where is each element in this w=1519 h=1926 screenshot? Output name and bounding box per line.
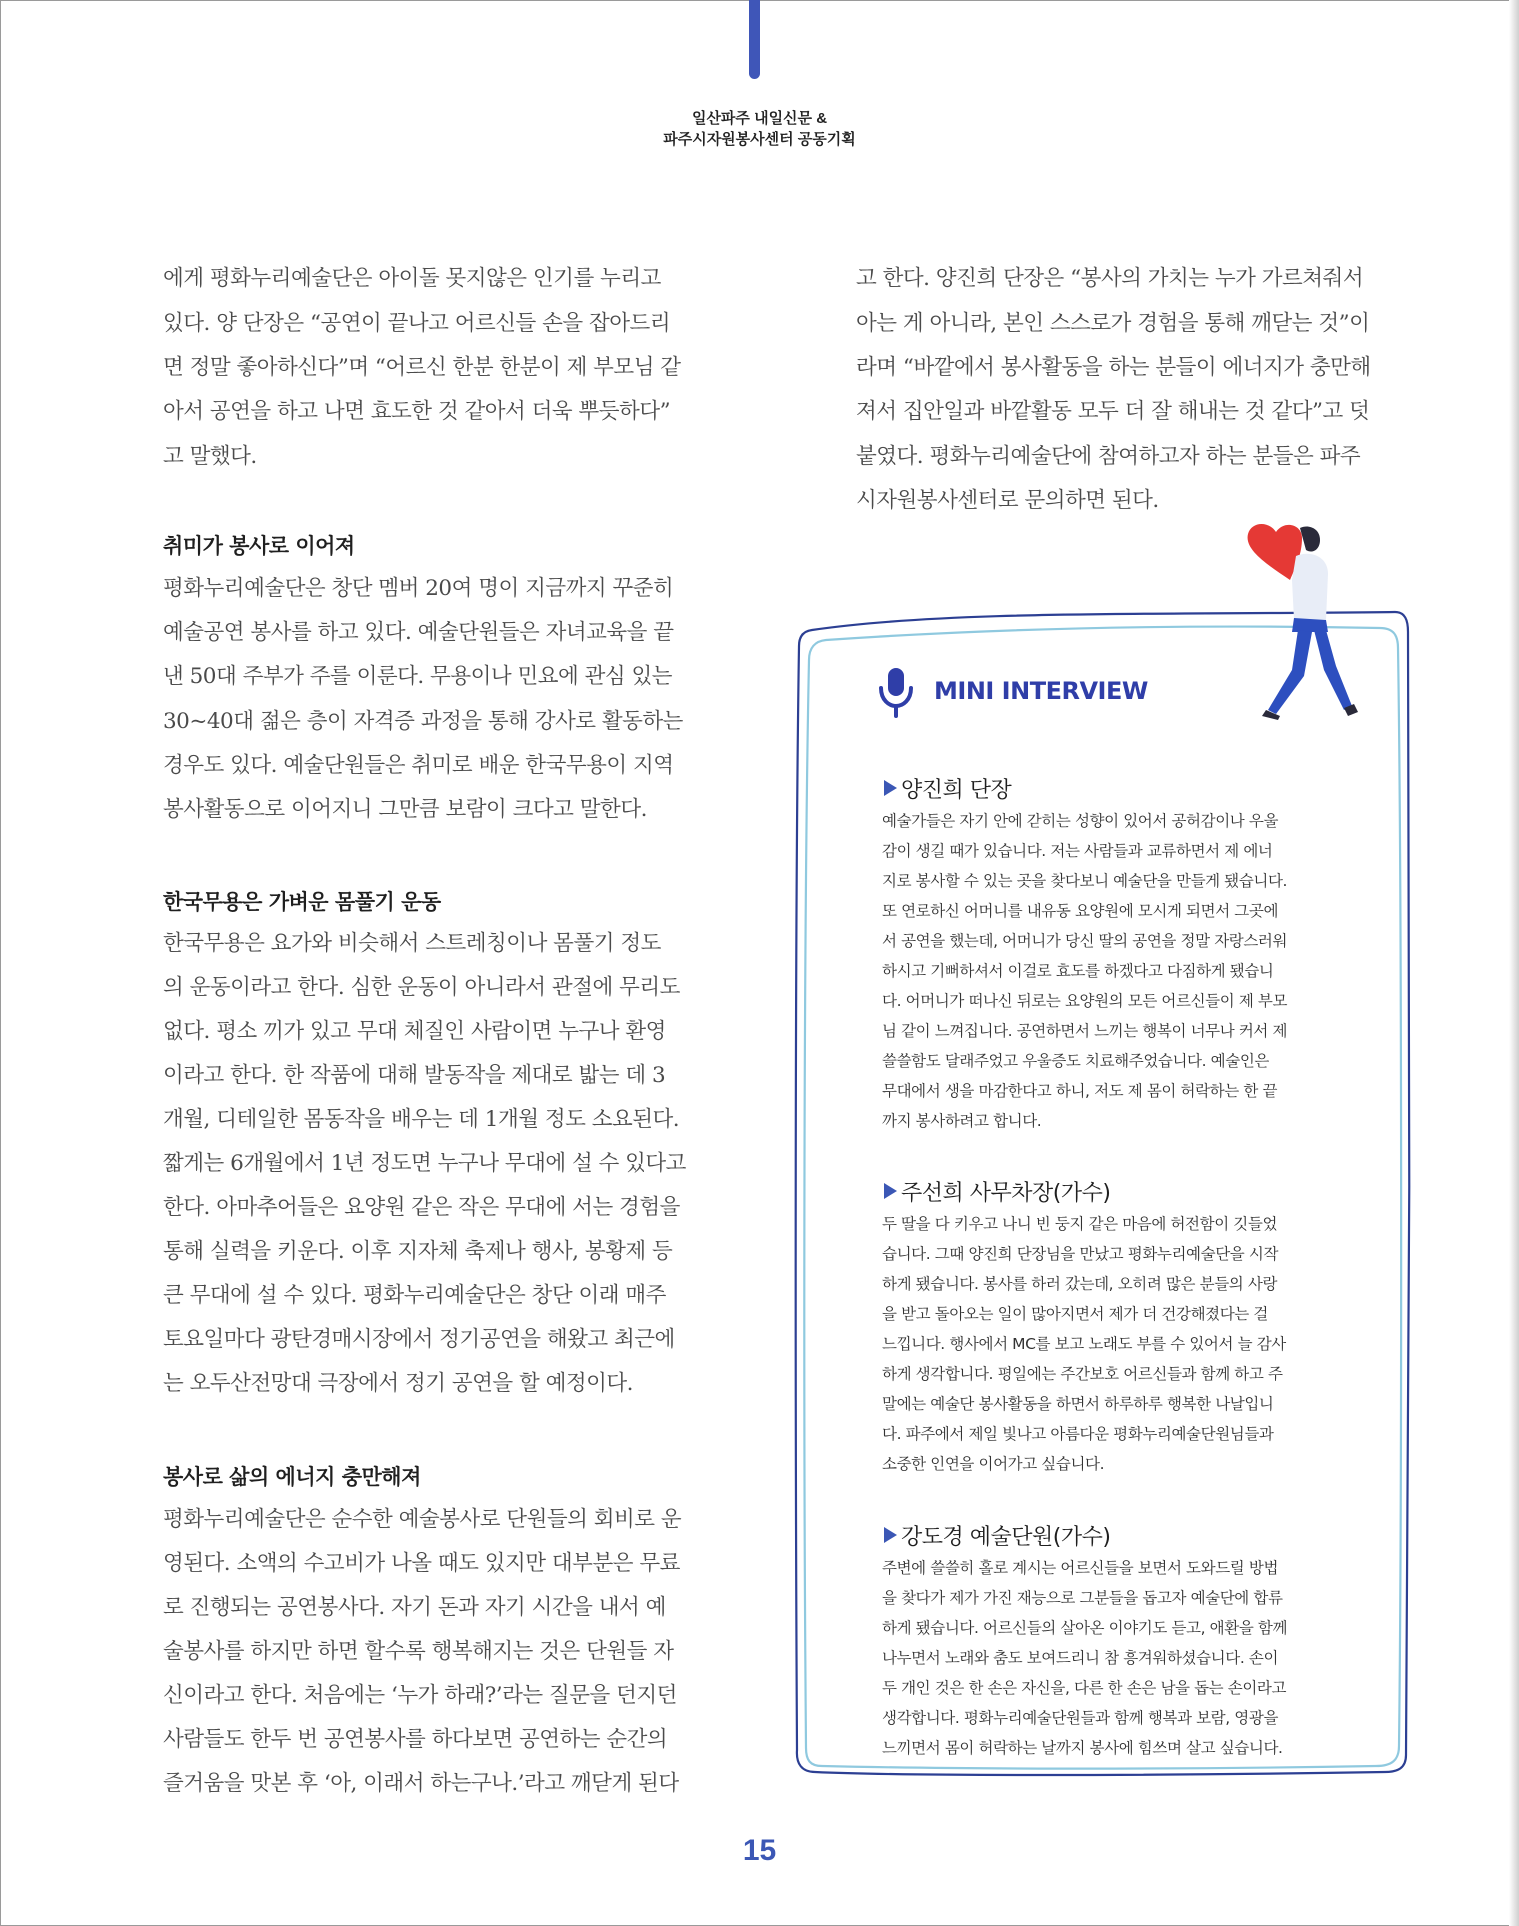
text-line: 봉사활동으로 이어지니 그만큼 보람이 크다고 말한다. [163, 797, 647, 822]
text-line: 낸 50대 주부가 주를 이룬다. 무용이나 민요에 관심 있는 [163, 664, 673, 689]
text-line: 개월, 디테일한 몸동작을 배우는 데 1개월 정도 소요된다. [163, 1107, 680, 1132]
text-line: 고 한다. 양진희 단장은 “봉사의 가치는 누가 가르쳐줘서 [856, 266, 1364, 291]
section-heading-dance: 한국무용은 가벼운 몸풀기 운동 [163, 890, 441, 914]
text-line: 통해 실력을 키운다. 이후 지자체 축제나 행사, 봉황제 등 [163, 1239, 673, 1264]
mini-interview-title: MINI INTERVIEW [934, 677, 1148, 705]
text-line: 아는 게 아니라, 본인 스스로가 경험을 통해 깨닫는 것”이 [856, 311, 1370, 336]
text-line: 경우도 있다. 예술단원들은 취미로 배운 한국무용이 지역 [163, 753, 674, 778]
interview-heading-2 [884, 1176, 1110, 1207]
section-heading-energy: 봉사로 삶의 에너지 충만해져 [163, 1465, 421, 1489]
text-line: 즐거움을 맛본 후 ‘아, 이래서 하는구나.’라고 깨닫게 된다 [163, 1771, 679, 1796]
text-line: 면 정말 좋아하신다”며 “어르신 한분 한분이 제 부모님 같 [163, 355, 681, 380]
text-line: 다. 어머니가 떠나신 뒤로는 요양원의 모든 어르신들이 제 부모 [882, 992, 1288, 1010]
interviewee-name: 양진희 단장 [901, 778, 1012, 803]
text-line: 하시고 기뻐하셔서 이걸로 효도를 하겠다고 다짐하게 됐습니 [882, 962, 1274, 980]
text-line: 없다. 평소 끼가 있고 무대 체질인 사람이면 누구나 환영 [163, 1019, 666, 1044]
triangle-bullet-icon [884, 1527, 897, 1543]
text-line: 이라고 한다. 한 작품에 대해 발동작을 제대로 밟는 데 3 [163, 1063, 666, 1088]
interviewee-name: 강도경 예술단원(가수) [901, 1525, 1111, 1550]
text-line: 신이라고 한다. 처음에는 ‘누가 하래?’라는 질문을 던지던 [163, 1683, 677, 1708]
text-line: 한다. 아마추어들은 요양원 같은 작은 무대에 서는 경험을 [163, 1195, 680, 1220]
text-line: 예술공연 봉사를 하고 있다. 예술단원들은 자녀교육을 끝 [163, 620, 674, 645]
text-line: 감이 생길 때가 있습니다. 저는 사람들과 교류하면서 제 에너 [882, 842, 1273, 860]
text-line: 소중한 인연을 이어가고 싶습니다. [882, 1455, 1105, 1473]
text-line: 느끼면서 몸이 허락하는 날까지 봉사에 힘쓰며 살고 싶습니다. [882, 1739, 1283, 1757]
microphone-icon [876, 666, 916, 720]
text-line: 말에는 예술단 봉사활동을 하면서 하루하루 행복한 나날입니 [882, 1395, 1274, 1413]
person-holding-heart-illustration [1228, 520, 1358, 730]
text-line: 느낍니다. 행사에서 MC를 보고 노래도 부를 수 있어서 늘 감사 [882, 1335, 1286, 1353]
text-line: 무대에서 생을 마감한다고 하니, 저도 제 몸이 허락하는 한 끝 [882, 1082, 1278, 1100]
page-number: 15 [742, 1834, 777, 1867]
text-line: 주변에 쓸쓸히 홀로 계시는 어르신들을 보면서 도와드릴 방법 [882, 1559, 1279, 1577]
text-line: 두 딸을 다 키우고 나니 빈 둥지 같은 마음에 허전함이 깃들었 [882, 1215, 1278, 1233]
text-line: 나누면서 노래와 춤도 보여드리니 참 흥겨워하셨습니다. 손이 [882, 1649, 1279, 1667]
text-line: 생각합니다. 평화누리예술단원들과 함께 행복과 보람, 영광을 [882, 1709, 1279, 1727]
text-line: 술봉사를 하지만 하면 할수록 행복해지는 것은 단원들 자 [163, 1639, 674, 1664]
text-line: 져서 집안일과 바깥활동 모두 더 잘 해내는 것 같다”고 덧 [856, 399, 1370, 424]
text-line: 있다. 양 단장은 “공연이 끝나고 어르신들 손을 잡아드리 [163, 311, 671, 336]
text-line: 토요일마다 광탄경매시장에서 정기공연을 해왔고 최근에 [163, 1327, 675, 1352]
text-line: 하게 됐습니다. 어르신들의 살아온 이야기도 듣고, 애환을 함께 [882, 1619, 1288, 1637]
text-line: 두 개인 것은 한 손은 자신을, 다른 한 손은 남을 돕는 손이라고 [882, 1679, 1287, 1697]
text-line: 까지 봉사하려고 합니다. [882, 1112, 1042, 1130]
text-line: 는 오두산전망대 극장에서 정기 공연을 할 예정이다. [163, 1371, 633, 1396]
text-line: 을 받고 돌아오는 일이 많아지면서 제가 더 건강해졌다는 걸 [882, 1305, 1268, 1323]
interview-heading-3 [884, 1520, 1110, 1551]
text-line: 로 진행되는 공연봉사다. 자기 돈과 자기 시간을 내서 예 [163, 1595, 666, 1620]
text-line: 평화누리예술단은 창단 멤버 20여 명이 지금까지 꾸준히 [163, 576, 674, 601]
text-line: 을 찾다가 제가 가진 재능으로 그분들을 돕고자 예술단에 합류 [882, 1589, 1283, 1607]
text-line: 습니다. 그때 양진희 단장님을 만났고 평화누리예술단을 시작 [882, 1245, 1279, 1263]
text-line: 30~40대 젊은 층이 자격증 과정을 통해 강사로 활동하는 [163, 709, 683, 734]
text-line: 에게 평화누리예술단은 아이돌 못지않은 인기를 누리고 [163, 266, 661, 291]
section-heading-hobby: 취미가 봉사로 이어져 [163, 534, 355, 558]
text-line: 사람들도 한두 번 공연봉사를 하다보면 공연하는 순간의 [163, 1727, 668, 1752]
text-line: 다. 파주에서 제일 빛나고 아름다운 평화누리예술단원님들과 [882, 1425, 1274, 1443]
text-line: 짧게는 6개월에서 1년 정도면 누구나 무대에 설 수 있다고 [163, 1151, 686, 1176]
triangle-bullet-icon [884, 1183, 897, 1199]
header-line-2: 파주시자원봉사센터 공동기획 [663, 131, 856, 148]
text-line: 님 같이 느껴집니다. 공연하면서 느끼는 행복이 너무나 커서 제 [882, 1022, 1288, 1040]
text-line: 하게 생각합니다. 평일에는 주간보호 어르신들과 함께 하고 주 [882, 1365, 1283, 1383]
text-line: 하게 됐습니다. 봉사를 하러 갔는데, 오히려 많은 분들의 사랑 [882, 1275, 1278, 1293]
text-line: 평화누리예술단은 순수한 예술봉사로 단원들의 회비로 운 [163, 1507, 682, 1532]
text-line: 의 운동이라고 한다. 심한 운동이 아니라서 관절에 무리도 [163, 975, 680, 1000]
header-line-1: 일산파주 내일신문 & [691, 110, 828, 127]
text-line: 고 말했다. [163, 444, 257, 469]
text-line: 붙였다. 평화누리예술단에 참여하고자 하는 분들은 파주 [856, 444, 1361, 469]
text-line: 영된다. 소액의 수고비가 나올 때도 있지만 대부분은 무료 [163, 1551, 680, 1576]
triangle-bullet-icon [884, 780, 897, 796]
text-line: 아서 공연을 하고 나면 효도한 것 같아서 더욱 뿌듯하다” [163, 399, 671, 424]
text-line: 서 공연을 했는데, 어머니가 당신 딸의 공연을 정말 자랑스러워 [882, 932, 1288, 950]
text-line: 예술가들은 자기 안에 갇히는 성향이 있어서 공허감이나 우울 [882, 812, 1279, 830]
text-line: 시자원봉사센터로 문의하면 된다. [856, 488, 1159, 513]
text-line: 큰 무대에 설 수 있다. 평화누리예술단은 창단 이래 매주 [163, 1283, 666, 1308]
text-line: 쓸쓸함도 달래주었고 우울증도 치료해주었습니다. 예술인은 [882, 1052, 1269, 1070]
text-line: 라며 “바깥에서 봉사활동을 하는 분들이 에너지가 충만해 [856, 355, 1371, 380]
text-line: 지로 봉사할 수 있는 곳을 찾다보니 예술단을 만들게 됐습니다. [882, 872, 1288, 890]
text-line: 한국무용은 요가와 비슷해서 스트레칭이나 몸풀기 정도 [163, 931, 661, 956]
text-line: 또 연로하신 어머니를 내유동 요양원에 모시게 되면서 그곳에 [882, 902, 1279, 920]
interview-heading-1 [884, 773, 1011, 804]
interviewee-name: 주선희 사무차장(가수) [901, 1181, 1111, 1206]
